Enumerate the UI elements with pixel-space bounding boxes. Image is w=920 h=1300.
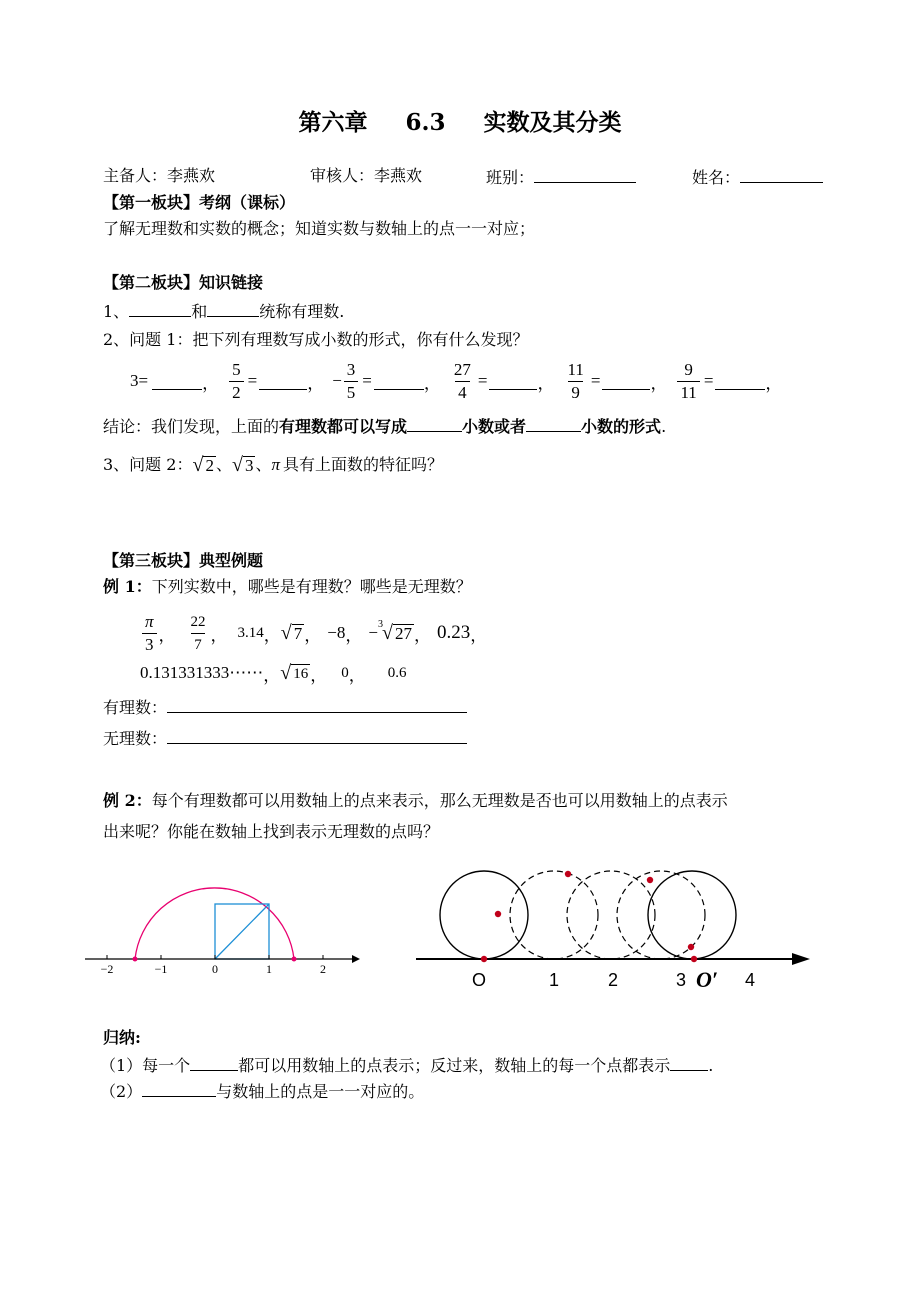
name-blank[interactable] [740, 166, 823, 183]
q1-suffix: 统称有理数. [259, 302, 345, 321]
name-field [692, 166, 823, 188]
answer-blank-4[interactable] [602, 373, 650, 390]
val-3-14: 3.14 [237, 624, 264, 641]
conclusion-bold-1: 有理数都可以写成 [279, 417, 408, 436]
ex1-numbers-row2: 0.131331333⋯⋯ ， √ 16 ， 0 ， 0.6 [140, 662, 407, 685]
val-0: 0 [341, 664, 349, 681]
point-rolling-1 [495, 911, 501, 917]
denominator: 2 [229, 381, 244, 404]
tick-label: −2 [100, 962, 114, 976]
fraction-row: 3= ， $\frac{5}{2}$ = ， − $\frac{3}{5}$ = ， $\frac{27}{4}$ = ， $\frac{11}{9}$ = ， $\frac{9}{11}$ = ， [130, 359, 783, 402]
summary-2 [100, 1080, 424, 1102]
tick-label: −1 [154, 962, 168, 976]
s1-mid: 都可以用数轴上的点表示；反过来，数轴上的每一个点都表示 [238, 1056, 671, 1075]
sqrt-7: √ 7 [280, 622, 303, 644]
point-neg-sqrt2 [133, 957, 138, 962]
name-label: 姓名： [692, 168, 741, 187]
fraction-item: − $\frac{3}{5}$ = ， [332, 359, 441, 402]
block1-heading: 【第一板块】考纲（课标） [103, 193, 296, 212]
s2-suffix: 与数轴上的点是一一对应的。 [216, 1082, 425, 1101]
answer-blank-3[interactable] [489, 373, 537, 390]
block1-text: 了解无理数和实数的概念；知道实数与数轴上的点一一对应； [103, 219, 536, 238]
fraction-item: $\frac{27}{4}$ = ， [449, 359, 555, 404]
figure-number-line-sqrt2 [80, 868, 365, 983]
q3-prefix: 3、问题 2： [103, 455, 193, 474]
block2-heading: 【第二板块】知识链接 [103, 273, 264, 292]
class-field [486, 166, 636, 188]
conclusion-blank-2[interactable] [526, 415, 581, 432]
neg-8: −8 [327, 623, 346, 642]
q1-prefix: 1、 [103, 302, 130, 321]
q3-suffix: 具有上面数的特征吗？ [282, 455, 443, 474]
answer-blank-1[interactable] [259, 373, 307, 390]
val-0-23-repeating: 0.23 [436, 622, 471, 643]
point-start [481, 956, 487, 962]
summary-1 [100, 1054, 713, 1076]
class-blank[interactable] [534, 166, 636, 183]
fraction-item: $\frac{5}{2}$ = ， [227, 359, 324, 404]
sqrt-3: √ 3 [231, 454, 254, 476]
numerator: 11 [567, 359, 584, 379]
question-1 [103, 300, 344, 322]
neg-cbrt-27: 3 √ 27 [377, 618, 412, 644]
diagonal [215, 904, 269, 959]
fraction [564, 359, 586, 404]
rational-blank[interactable] [167, 696, 467, 713]
irrational-label: 无理数： [103, 729, 168, 748]
fraction [344, 359, 359, 404]
summary-heading: 归纳: [103, 1028, 141, 1047]
fraction [677, 359, 699, 404]
s1-end: . [708, 1056, 714, 1075]
tick-label: 2 [607, 970, 619, 990]
topic-title: 实数及其分类 [483, 109, 622, 136]
conclusion-end: . [661, 417, 667, 436]
denominator: 11 [677, 381, 699, 404]
conclusion [103, 415, 666, 437]
class-label: 班别： [486, 168, 535, 187]
s1-blank-2[interactable] [670, 1054, 708, 1071]
ex2-label: 例 2： [103, 791, 152, 810]
chapter-label: 第六章 [298, 109, 368, 136]
denominator: 4 [455, 381, 470, 404]
example-2-line2: 出来呢？你能在数轴上找到表示无理数的点吗？ [103, 822, 440, 841]
ex1-numbers-row1: $\frac{\pi}{3}$ ， $\frac{22}{7}$ ， 3.14 ， √ 7 ， −8 ， − 3 √ 27 ， 0.23 ， [140, 608, 487, 658]
sqrt-16: √ 16 [280, 662, 309, 684]
ex1-text: 下列实数中，哪些是有理数？哪些是无理数？ [151, 577, 472, 596]
numerator: 9 [684, 359, 693, 379]
tick-label: 1 [266, 962, 272, 976]
answer-blank-5[interactable] [715, 373, 765, 390]
irrational-blank[interactable] [167, 727, 467, 744]
denominator: 5 [344, 381, 359, 404]
q1-blank-2[interactable] [207, 300, 259, 317]
ex1-label: 例 1： [103, 577, 152, 596]
ex2-text-1: 每个有理数都可以用数轴上的点来表示，那么无理数是否也可以用数轴上的点表示 [151, 791, 728, 810]
circle-dashed-1 [510, 871, 598, 959]
q1-blank-1[interactable] [129, 300, 191, 317]
tick-label: 2 [320, 962, 326, 976]
denominator: 9 [568, 381, 583, 404]
conclusion-blank-1[interactable] [407, 415, 462, 432]
pi-over-3: $\frac{\pi}{3}$ [142, 611, 157, 656]
conclusion-bold-2: 小数或者 [462, 417, 527, 436]
numerator: 27 [453, 359, 471, 379]
rational-answer [103, 696, 467, 718]
fraction-sign: − [332, 371, 342, 390]
circle-start [440, 871, 528, 959]
point-sqrt2 [292, 957, 297, 962]
s1-prefix: （1）每一个 [100, 1056, 191, 1075]
22-over-7: $\frac{22}{7}$ [188, 611, 209, 656]
answer-blank-0[interactable] [152, 373, 202, 390]
conclusion-prefix: 结论：我们发现，上面的 [103, 417, 280, 436]
block3-heading: 【第三板块】典型例题 [103, 551, 264, 570]
three-eq: 3= [130, 371, 149, 390]
tick-label: O [471, 970, 487, 990]
q1-and: 和 [191, 302, 208, 321]
example-2-line1 [103, 791, 728, 811]
page-title [0, 104, 920, 137]
point-rolling-4 [688, 944, 694, 950]
axis-arrow [792, 953, 810, 965]
reviewer: 审核人：李燕欢 [310, 166, 423, 185]
axis-arrow [352, 955, 360, 963]
s2-prefix: （2） [100, 1082, 143, 1101]
irrational-answer [103, 727, 467, 749]
tick-label: 1 [548, 970, 560, 990]
conclusion-bold-3: 小数的形式 [581, 417, 662, 436]
tick-label: 0 [212, 962, 218, 976]
fraction-item: $\frac{11}{9}$ = ， [562, 359, 667, 404]
origin-prime-label: O′ [696, 967, 719, 992]
val-0-6: 0.6 [387, 664, 407, 681]
point-end [691, 956, 697, 962]
sqrt-2: √ 2 [192, 454, 214, 476]
pi-symbol: π [271, 455, 280, 474]
preparer: 主备人：李燕欢 [103, 166, 216, 185]
answer-blank-2[interactable] [374, 373, 424, 390]
example-1 [103, 577, 472, 597]
s1-blank-1[interactable] [190, 1054, 238, 1071]
numerator: 3 [346, 359, 356, 379]
figure-rolling-circle [408, 856, 816, 996]
fraction [451, 359, 474, 404]
val-0-131331333: 0.131331333⋯⋯ [140, 663, 264, 682]
fraction [229, 359, 244, 404]
numerator: 5 [232, 359, 241, 379]
circle-dashed-2 [567, 871, 655, 959]
point-rolling-3 [647, 877, 653, 883]
fraction-item: $\frac{9}{11}$ = ， [675, 359, 782, 404]
section-number: 6.3 [405, 109, 446, 136]
point-rolling-2 [565, 871, 571, 877]
rational-label: 有理数： [103, 698, 168, 717]
tick-label: 3 [675, 970, 687, 990]
question-3: 3、问题 2： √ 2 、 √ 3 、 π 具有上面数的特征吗？ [103, 454, 443, 476]
tick-label: 4 [744, 970, 756, 990]
s2-blank[interactable] [142, 1080, 216, 1097]
question-2: 2、问题 1：把下列有理数写成小数的形式，你有什么发现？ [103, 330, 529, 349]
